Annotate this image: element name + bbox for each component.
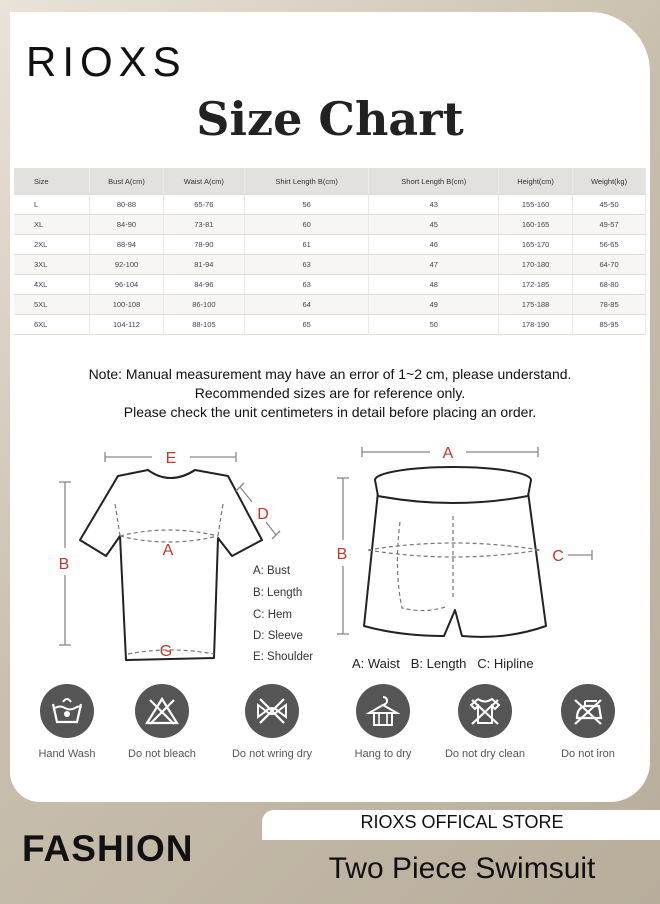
care-label: Do not iron [561, 748, 615, 760]
table-cell: 49-57 [573, 215, 646, 235]
legend-bust: A: Bust [253, 565, 291, 577]
label-shorts-a: A [442, 445, 454, 462]
page-title: Size Chart [196, 92, 464, 146]
table-row [14, 255, 646, 275]
label-a: A [162, 542, 174, 559]
fashion-label: FASHION [22, 828, 194, 869]
legend-shoulder: E: Shoulder [253, 651, 314, 663]
no-dry-clean-icon [458, 684, 512, 738]
table-cell: 48 [369, 275, 499, 295]
table-cell: 80-88 [90, 195, 164, 215]
table-cell: 88-105 [163, 315, 244, 335]
label-d: D [257, 506, 269, 523]
col-header: Waist A(cm) [163, 168, 244, 195]
care-item [22, 684, 112, 760]
table-cell: 88-94 [90, 235, 164, 255]
table-cell: 5XL [14, 295, 90, 315]
table-cell: 4XL [14, 275, 90, 295]
col-header: Bust A(cm) [90, 168, 164, 195]
table-cell: 78-90 [163, 235, 244, 255]
table-cell: 56-65 [573, 235, 646, 255]
table-cell: 84-96 [163, 275, 244, 295]
col-header: Shirt Length B(cm) [244, 168, 369, 195]
do-not-bleach-icon [135, 684, 189, 738]
size-table [14, 168, 646, 335]
table-cell: 170-180 [499, 255, 573, 275]
do-not-wring-icon [245, 684, 299, 738]
care-label: Hang to dry [354, 748, 412, 760]
table-cell: 68-80 [573, 275, 646, 295]
care-item [117, 684, 207, 760]
table-cell: 50 [369, 315, 499, 335]
shirt-diagram [80, 470, 262, 660]
table-cell: 63 [244, 275, 369, 295]
shorts-legend: A: Waist B: Length C: Hipline [352, 656, 534, 671]
legend-sleeve: D: Sleeve [253, 630, 303, 642]
table-header-row [14, 168, 646, 195]
table-cell: 85-95 [573, 315, 646, 335]
table-cell: 2XL [14, 235, 90, 255]
legend-length: B: Length [253, 587, 303, 599]
care-label: Do not dry clean [444, 748, 526, 760]
table-cell: 73-81 [163, 215, 244, 235]
measurement-diagram [0, 440, 660, 680]
col-header: Height(cm) [499, 168, 573, 195]
care-item [543, 684, 633, 760]
care-label: Do not bleach [128, 748, 196, 760]
table-cell: 43 [369, 195, 499, 215]
table-row [14, 215, 646, 235]
table-cell: 46 [369, 235, 499, 255]
store-name: RIOXS OFFICAL STORE [360, 812, 564, 832]
table-cell: 63 [244, 255, 369, 275]
table-cell: 45 [369, 215, 499, 235]
do-not-iron-icon [561, 684, 615, 738]
table-row [14, 315, 646, 335]
table-cell: 65 [244, 315, 369, 335]
product-name: Two Piece Swimsuit [328, 852, 596, 885]
table-cell: 172-185 [499, 275, 573, 295]
table-cell: XL [14, 215, 90, 235]
table-row [14, 195, 646, 215]
shorts-diagram [364, 467, 546, 637]
label-g: G [159, 643, 173, 660]
table-cell: 56 [244, 195, 369, 215]
table-cell: 165-170 [499, 235, 573, 255]
care-item [227, 684, 317, 760]
table-cell: 60 [244, 215, 369, 235]
table-row [14, 235, 646, 255]
care-label: Do not wring dry [231, 748, 313, 760]
label-b: B [58, 556, 70, 573]
table-cell: L [14, 195, 90, 215]
table-cell: 178-190 [499, 315, 573, 335]
col-header: Size [14, 168, 90, 195]
col-header: Short Length B(cm) [369, 168, 499, 195]
label-shorts-c: C [552, 548, 564, 565]
brand-logo: RIOXS [26, 38, 187, 85]
legend-hem: C: Hem [253, 609, 292, 621]
table-cell: 84-90 [90, 215, 164, 235]
label-shorts-b: B [336, 546, 348, 563]
table-cell: 100-108 [90, 295, 164, 315]
care-item [338, 684, 428, 760]
table-cell: 61 [244, 235, 369, 255]
table-cell: 47 [369, 255, 499, 275]
care-item [440, 684, 530, 760]
table-cell: 175-188 [499, 295, 573, 315]
note-line: Note: Manual measurement may have an error of 1~2 cm, please understand. [88, 366, 572, 382]
table-cell: 3XL [14, 255, 90, 275]
table-row [14, 275, 646, 295]
table-cell: 155-160 [499, 195, 573, 215]
hang-dry-icon [356, 684, 410, 738]
table-cell: 160-165 [499, 215, 573, 235]
table-cell: 64-70 [573, 255, 646, 275]
hipline-arrow [568, 550, 592, 560]
care-label: Hand Wash [38, 748, 96, 760]
table-row [14, 295, 646, 315]
table-cell: 49 [369, 295, 499, 315]
table-cell: 86-100 [163, 295, 244, 315]
shirt-legend [253, 565, 313, 663]
col-header: Weight(kg) [573, 168, 646, 195]
table-cell: 96-104 [90, 275, 164, 295]
note-line: Recommended sizes are for reference only. [194, 385, 466, 401]
hand-wash-icon [40, 684, 94, 738]
table-cell: 104-112 [90, 315, 164, 335]
table-cell: 45-50 [573, 195, 646, 215]
note-line: Please check the unit centimeters in detail before placing an order. [123, 404, 537, 420]
table-cell: 78-85 [573, 295, 646, 315]
table-cell: 6XL [14, 315, 90, 335]
table-cell: 64 [244, 295, 369, 315]
table-cell: 65-76 [163, 195, 244, 215]
table-cell: 92-100 [90, 255, 164, 275]
table-cell: 81-94 [163, 255, 244, 275]
label-e: E [165, 450, 177, 467]
measurement-notes [0, 365, 660, 422]
